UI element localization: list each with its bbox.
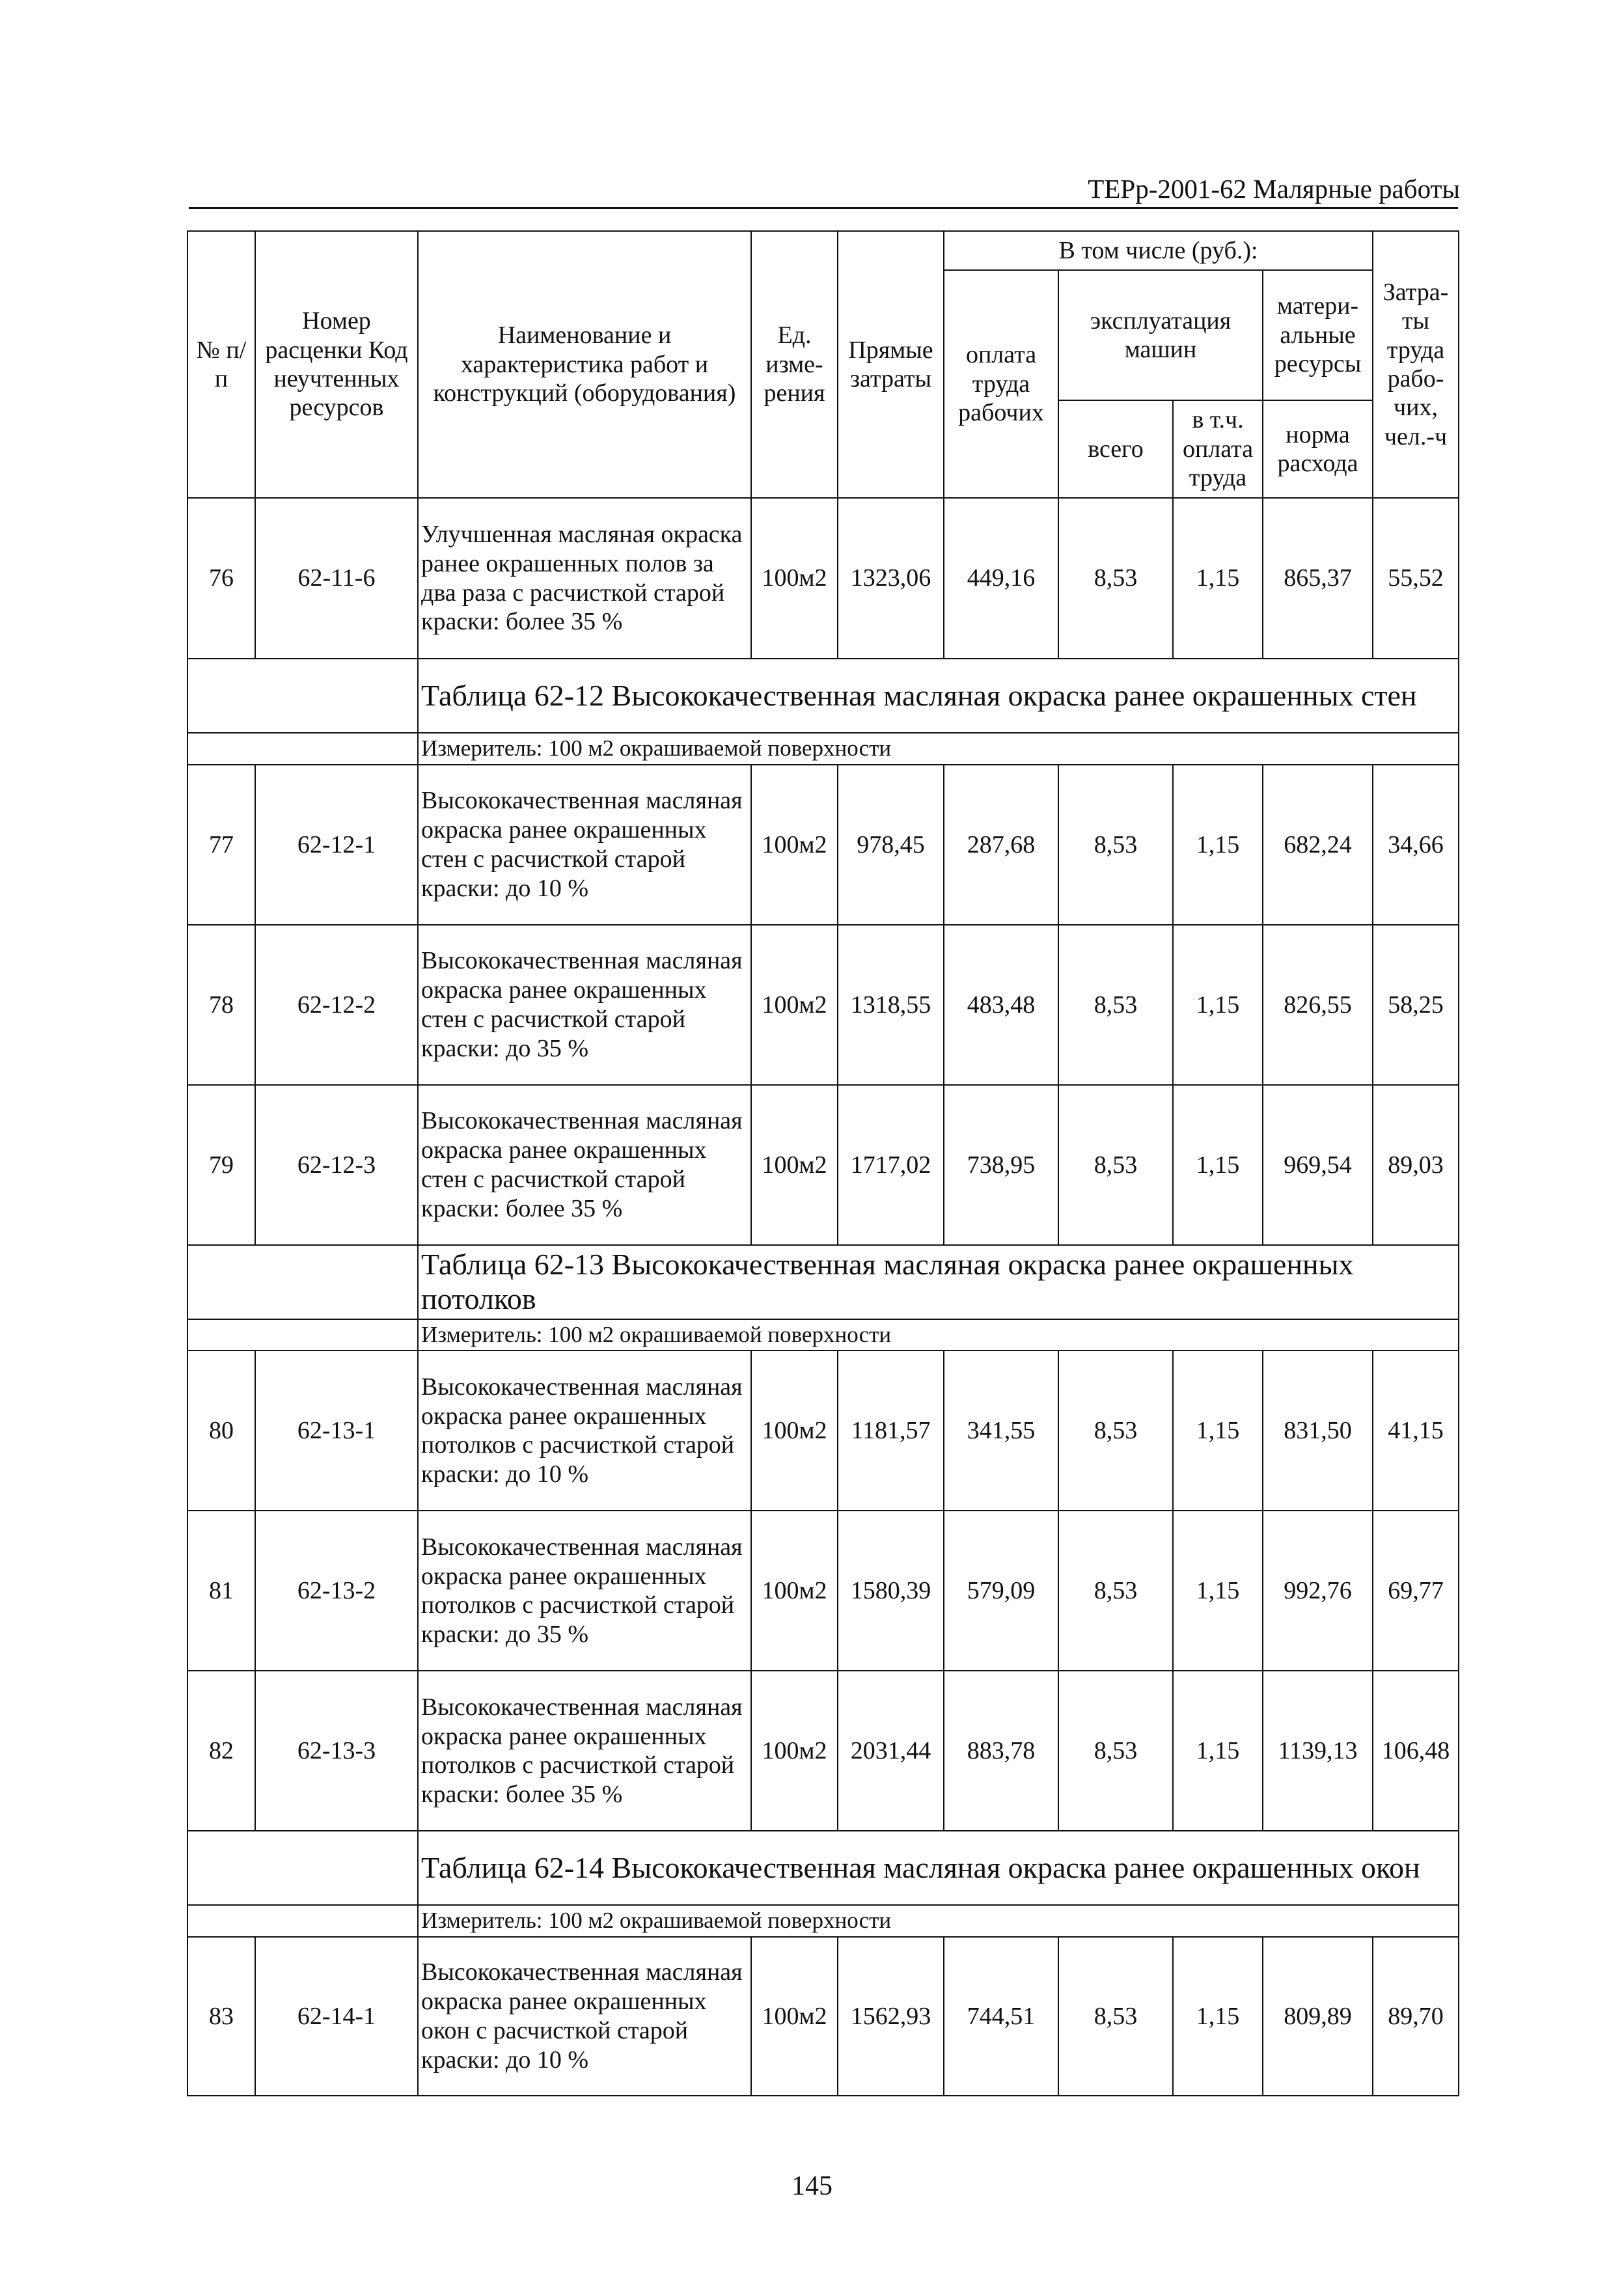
section-measure: Измеритель: 100 м2 окрашиваемой поверхности <box>418 733 1459 765</box>
section-measure-spacer <box>187 733 418 765</box>
unit: 100м2 <box>751 1671 838 1831</box>
machines-labor: 1,15 <box>1173 1671 1263 1831</box>
header-machines: эксплуатация машин <box>1058 270 1263 400</box>
labor-hours: 41,15 <box>1373 1350 1459 1511</box>
labor-pay: 483,48 <box>944 925 1058 1085</box>
rate-code: 62-13-2 <box>255 1511 418 1671</box>
machines-total: 8,53 <box>1058 765 1173 925</box>
header-rule <box>189 207 1458 209</box>
unit: 100м2 <box>751 925 838 1085</box>
materials: 1139,13 <box>1263 1671 1373 1831</box>
page-number: 145 <box>791 2171 833 2201</box>
section-title-spacer <box>187 1831 418 1905</box>
header-materials: матери-альные ресурсы <box>1263 270 1373 400</box>
rate-code: 62-12-1 <box>255 765 418 925</box>
work-description: Высококачественная масляная окраска ранее окрашенных стен с расчисткой старой краски: до 10 % <box>418 765 751 925</box>
direct-costs: 1580,39 <box>838 1511 944 1671</box>
machines-total: 8,53 <box>1058 1511 1173 1671</box>
direct-costs: 1323,06 <box>838 498 944 659</box>
section-title-row <box>187 659 1459 733</box>
row-number: 79 <box>187 1085 255 1245</box>
direct-costs: 1181,57 <box>838 1350 944 1511</box>
section-title: Таблица 62-13 Высококачественная масляная окраска ранее окрашенных потолков <box>418 1245 1459 1319</box>
labor-pay: 883,78 <box>944 1671 1058 1831</box>
header-labor-hours: Затра-ты труда рабо-чих, чел.-ч <box>1373 231 1459 498</box>
table-row <box>187 1085 1459 1245</box>
unit: 100м2 <box>751 765 838 925</box>
table-body <box>187 498 1459 2096</box>
labor-pay: 287,68 <box>944 765 1058 925</box>
rates-table <box>187 230 1459 2096</box>
unit: 100м2 <box>751 1085 838 1245</box>
rate-code: 62-12-3 <box>255 1085 418 1245</box>
rate-code: 62-12-2 <box>255 925 418 1085</box>
row-number: 83 <box>187 1937 255 2096</box>
unit: 100м2 <box>751 1350 838 1511</box>
machines-labor: 1,15 <box>1173 1937 1263 2096</box>
labor-pay: 449,16 <box>944 498 1058 659</box>
rate-code: 62-14-1 <box>255 1937 418 2096</box>
labor-pay: 744,51 <box>944 1937 1058 2096</box>
header-name: Наименование и характеристика работ и конструкций (оборудования) <box>418 231 751 498</box>
work-description: Высококачественная масляная окраска ранее окрашенных потолков с расчисткой старой краски: более 35 % <box>418 1671 751 1831</box>
direct-costs: 1318,55 <box>838 925 944 1085</box>
table-row <box>187 498 1459 659</box>
table-row <box>187 765 1459 925</box>
materials: 831,50 <box>1263 1350 1373 1511</box>
unit: 100м2 <box>751 498 838 659</box>
section-title: Таблица 62-14 Высококачественная масляная окраска ранее окрашенных окон <box>418 1831 1459 1905</box>
machines-total: 8,53 <box>1058 1085 1173 1245</box>
table-row <box>187 1671 1459 1831</box>
header-direct: Прямые затраты <box>838 231 944 498</box>
machines-total: 8,53 <box>1058 925 1173 1085</box>
section-title-row <box>187 1831 1459 1905</box>
header-machines-total: всего <box>1058 400 1173 498</box>
materials: 992,76 <box>1263 1511 1373 1671</box>
row-number: 80 <box>187 1350 255 1511</box>
labor-hours: 89,70 <box>1373 1937 1459 2096</box>
row-number: 82 <box>187 1671 255 1831</box>
machines-total: 8,53 <box>1058 1671 1173 1831</box>
labor-hours: 89,03 <box>1373 1085 1459 1245</box>
header-materials-norm: норма расхода <box>1263 400 1373 498</box>
direct-costs: 1717,02 <box>838 1085 944 1245</box>
rate-code: 62-13-1 <box>255 1350 418 1511</box>
labor-hours: 34,66 <box>1373 765 1459 925</box>
work-description: Высококачественная масляная окраска ранее окрашенных потолков с расчисткой старой краски: до 10 % <box>418 1350 751 1511</box>
machines-total: 8,53 <box>1058 1350 1173 1511</box>
section-measure-row <box>187 733 1459 765</box>
rate-code: 62-13-3 <box>255 1671 418 1831</box>
work-description: Высококачественная масляная окраска ранее окрашенных окон с расчисткой старой краски: до 10 % <box>418 1937 751 2096</box>
materials: 682,24 <box>1263 765 1373 925</box>
section-title-row <box>187 1245 1459 1319</box>
unit: 100м2 <box>751 1937 838 2096</box>
header-code: Номер расценки Код неучтенных ресурсов <box>255 231 418 498</box>
work-description: Улучшенная масляная окраска ранее окрашенных полов за два раза с расчисткой старой краски: более 35 % <box>418 498 751 659</box>
table-header <box>187 231 1459 498</box>
row-number: 77 <box>187 765 255 925</box>
direct-costs: 1562,93 <box>838 1937 944 2096</box>
labor-pay: 579,09 <box>944 1511 1058 1671</box>
header-machines-labor: в т.ч. оплата труда <box>1173 400 1263 498</box>
row-number: 81 <box>187 1511 255 1671</box>
table-row <box>187 925 1459 1085</box>
machines-labor: 1,15 <box>1173 1085 1263 1245</box>
materials: 865,37 <box>1263 498 1373 659</box>
table-row <box>187 1350 1459 1511</box>
machines-labor: 1,15 <box>1173 1511 1263 1671</box>
table-row <box>187 1511 1459 1671</box>
running-header: ТЕРр-2001-62 Малярные работы <box>1088 174 1460 204</box>
materials: 826,55 <box>1263 925 1373 1085</box>
machines-labor: 1,15 <box>1173 498 1263 659</box>
machines-labor: 1,15 <box>1173 765 1263 925</box>
header-num: № п/п <box>187 231 255 498</box>
materials: 809,89 <box>1263 1937 1373 2096</box>
section-measure-spacer <box>187 1905 418 1937</box>
machines-labor: 1,15 <box>1173 1350 1263 1511</box>
work-description: Высококачественная масляная окраска ранее окрашенных потолков с расчисткой старой краски: до 35 % <box>418 1511 751 1671</box>
labor-hours: 69,77 <box>1373 1511 1459 1671</box>
section-title: Таблица 62-12 Высококачественная масляная окраска ранее окрашенных стен <box>418 659 1459 733</box>
labor-hours: 55,52 <box>1373 498 1459 659</box>
section-measure-row <box>187 1905 1459 1937</box>
section-title-spacer <box>187 1245 418 1319</box>
section-measure-row <box>187 1319 1459 1351</box>
section-title-spacer <box>187 659 418 733</box>
labor-pay: 341,55 <box>944 1350 1058 1511</box>
labor-pay: 738,95 <box>944 1085 1058 1245</box>
row-number: 76 <box>187 498 255 659</box>
row-number: 78 <box>187 925 255 1085</box>
machines-labor: 1,15 <box>1173 925 1263 1085</box>
section-measure: Измеритель: 100 м2 окрашиваемой поверхности <box>418 1905 1459 1937</box>
materials: 969,54 <box>1263 1085 1373 1245</box>
labor-hours: 106,48 <box>1373 1671 1459 1831</box>
table-row <box>187 1937 1459 2096</box>
section-measure-spacer <box>187 1319 418 1351</box>
direct-costs: 2031,44 <box>838 1671 944 1831</box>
header-labor-pay: оплата труда рабочих <box>944 270 1058 498</box>
work-description: Высококачественная масляная окраска ранее окрашенных стен с расчисткой старой краски: более 35 % <box>418 1085 751 1245</box>
machines-total: 8,53 <box>1058 1937 1173 2096</box>
header-unit: Ед. изме-рения <box>751 231 838 498</box>
section-measure: Измеритель: 100 м2 окрашиваемой поверхности <box>418 1319 1459 1351</box>
direct-costs: 978,45 <box>838 765 944 925</box>
header-including: В том числе (руб.): <box>944 231 1373 270</box>
work-description: Высококачественная масляная окраска ранее окрашенных стен с расчисткой старой краски: до 35 % <box>418 925 751 1085</box>
labor-hours: 58,25 <box>1373 925 1459 1085</box>
machines-total: 8,53 <box>1058 498 1173 659</box>
rate-code: 62-11-6 <box>255 498 418 659</box>
unit: 100м2 <box>751 1511 838 1671</box>
